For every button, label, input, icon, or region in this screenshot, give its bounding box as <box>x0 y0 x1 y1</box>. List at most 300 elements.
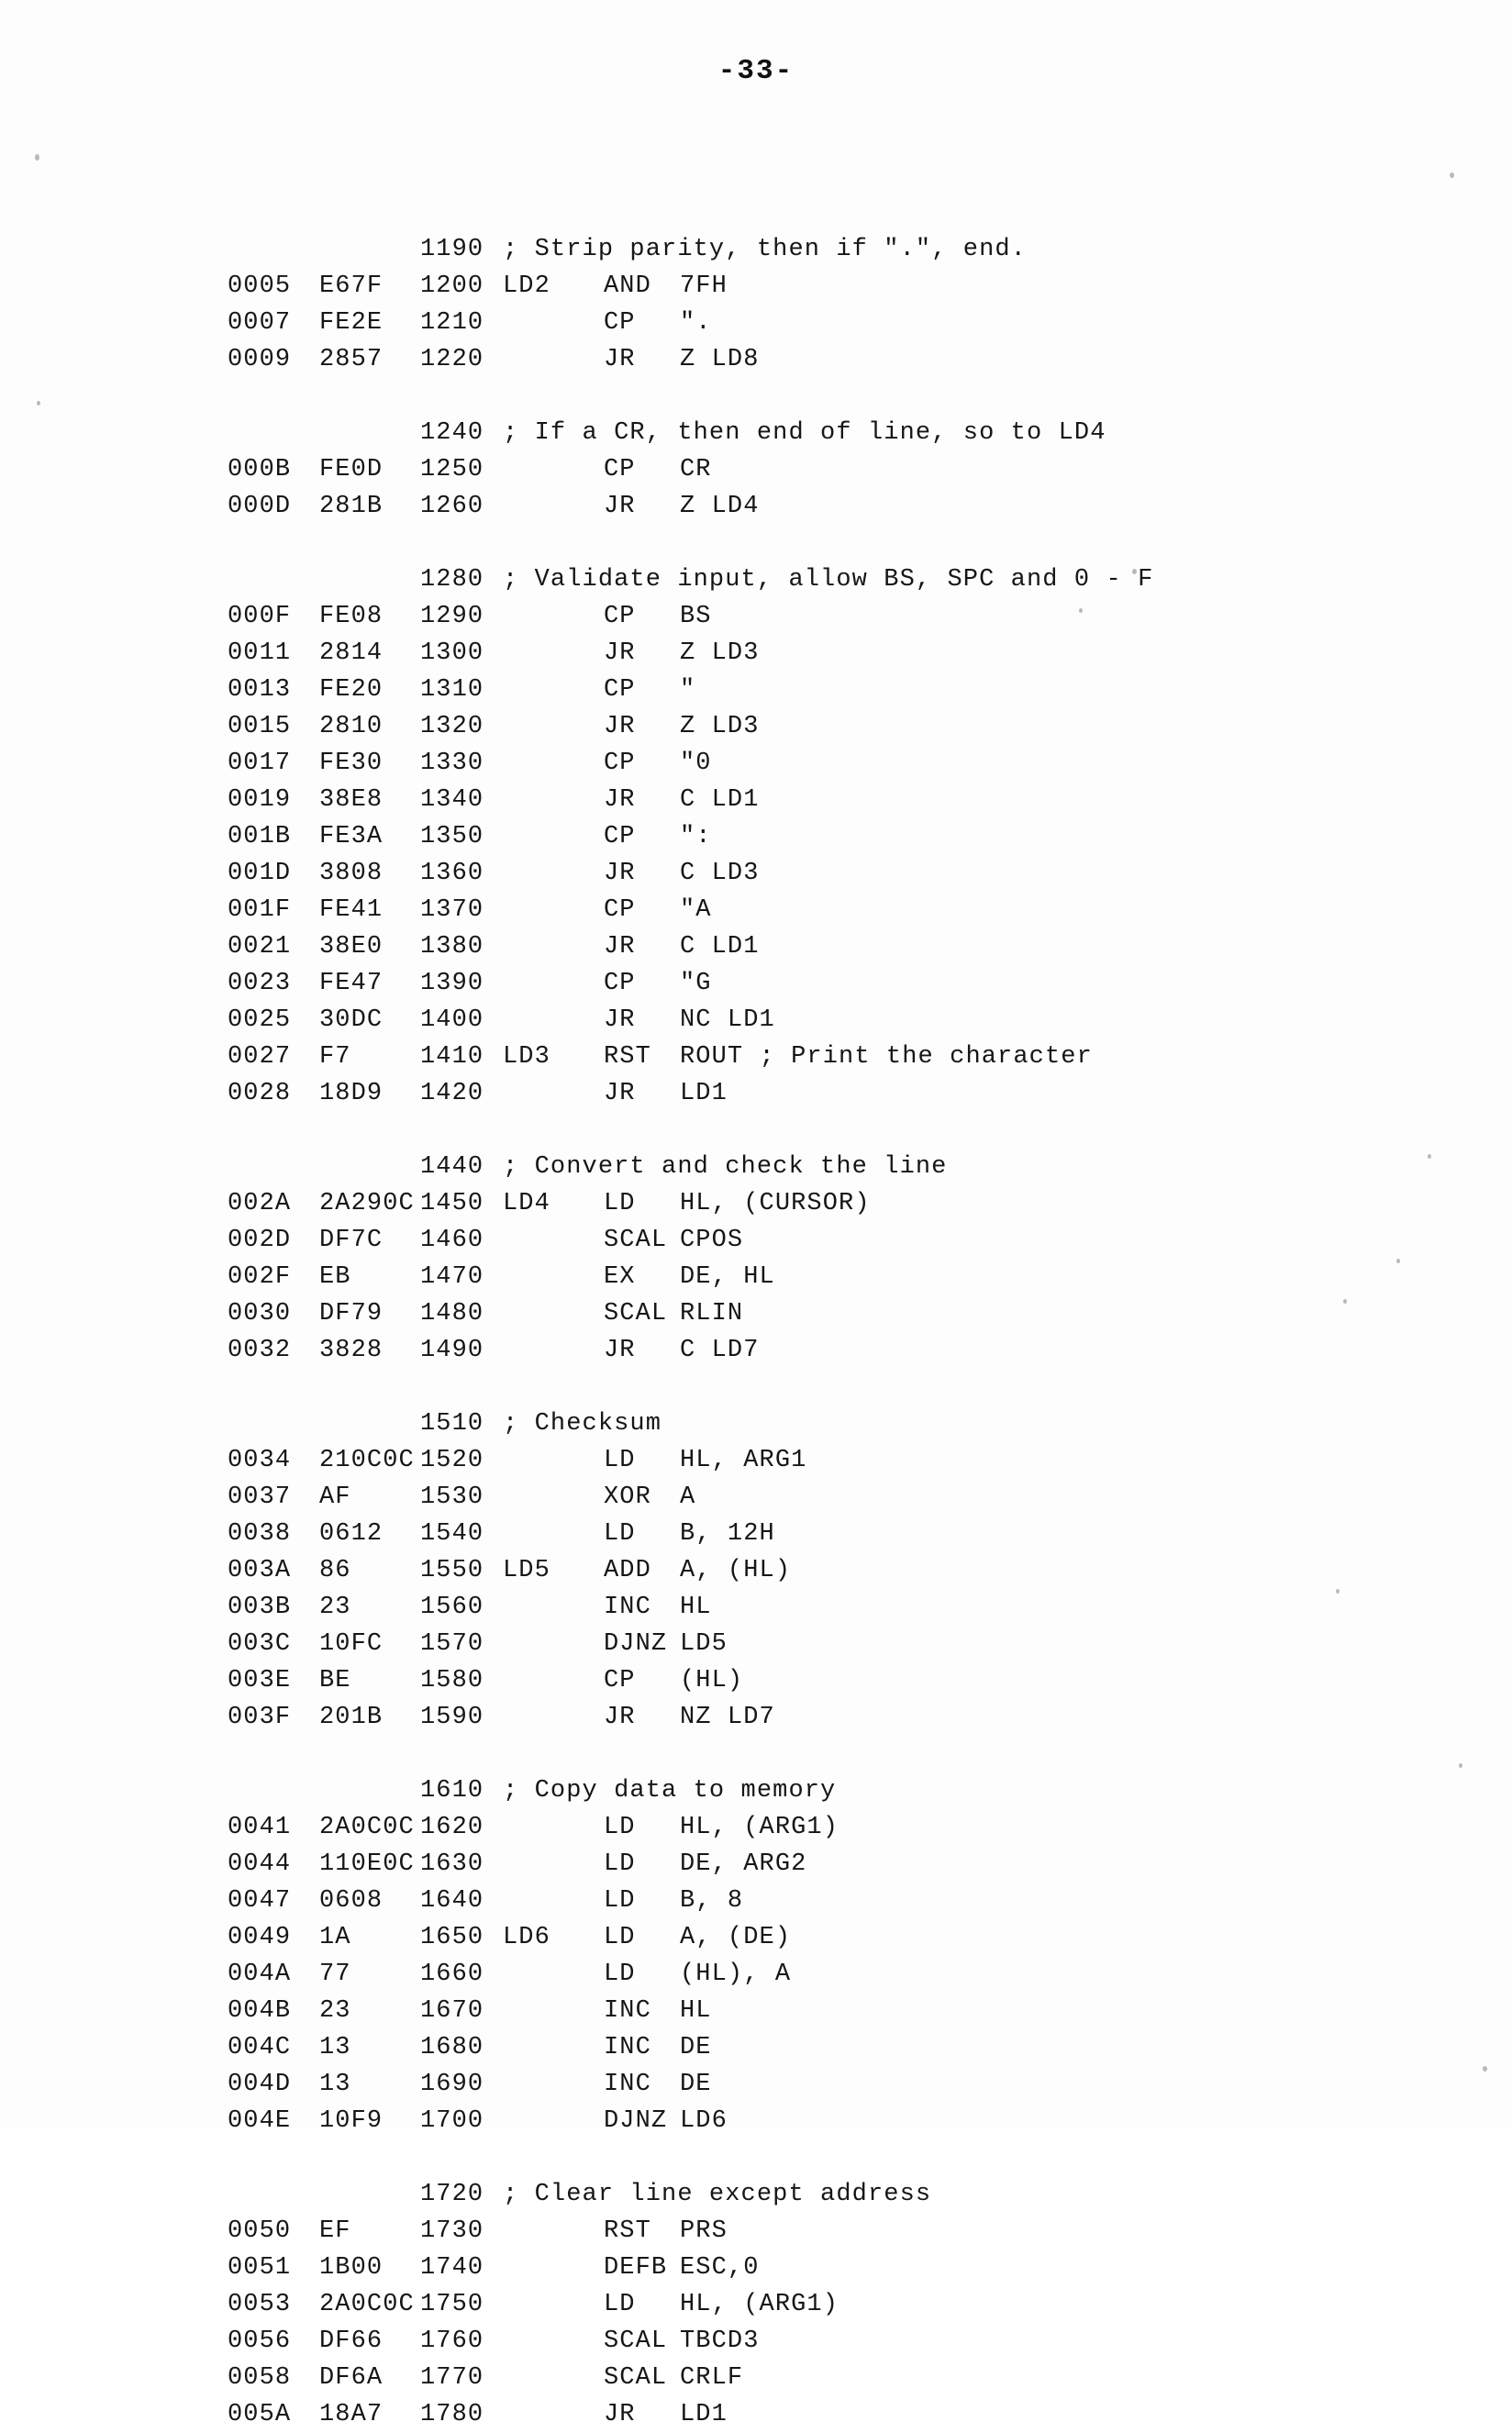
listing-row <box>228 341 1411 378</box>
listing-cell-obj: FE30 <box>319 750 384 777</box>
listing-cell-oper: LD5 <box>680 1630 728 1658</box>
listing-cell-lineno: 1250 <box>420 456 484 483</box>
listing-cell-mnem: JR <box>604 639 636 667</box>
listing-cell-oper: "G <box>680 970 712 997</box>
listing-cell-mnem: LD <box>604 1887 636 1915</box>
scan-speckle <box>35 154 39 161</box>
listing-row <box>228 635 1411 672</box>
listing-cell-comment: ; Strip parity, then if ".", end. <box>503 236 1027 263</box>
listing-cell-oper: Z LD3 <box>680 713 760 740</box>
listing-cell-lineno: 1740 <box>420 2254 484 2282</box>
listing-cell-label: LD5 <box>503 1557 550 1584</box>
listing-cell-oper: LD1 <box>680 2401 728 2428</box>
listing-cell-addr: 0028 <box>228 1080 292 1107</box>
listing-cell-lineno: 1300 <box>420 639 484 667</box>
listing-cell-oper: "0 <box>680 750 712 777</box>
listing-cell-addr: 0032 <box>228 1337 292 1364</box>
listing-cell-obj: FE20 <box>319 676 384 704</box>
listing-blank-row <box>228 1369 1411 1405</box>
listing-cell-mnem: CP <box>604 603 636 630</box>
listing-cell-mnem: DJNZ <box>604 2107 668 2135</box>
listing-row <box>228 1552 1411 1589</box>
listing-row <box>228 1662 1411 1699</box>
listing-cell-addr: 0013 <box>228 676 292 704</box>
listing-cell-lineno: 1760 <box>420 2327 484 2355</box>
listing-cell-lineno: 1360 <box>420 860 484 887</box>
listing-cell-obj: FE0D <box>319 456 384 483</box>
listing-cell-oper: HL, ARG1 <box>680 1447 807 1474</box>
listing-cell-obj: 281B <box>319 493 384 520</box>
listing-cell-lineno: 1260 <box>420 493 484 520</box>
listing-cell-comment: ; If a CR, then end of line, so to LD4 <box>503 419 1106 447</box>
listing-cell-lineno: 1490 <box>420 1337 484 1364</box>
listing-cell-lineno: 1770 <box>420 2364 484 2392</box>
listing-cell-oper: C LD7 <box>680 1337 760 1364</box>
listing-cell-obj: 110E0C <box>319 1850 415 1878</box>
listing-cell-mnem: XOR <box>604 1483 651 1511</box>
listing-cell-addr: 0025 <box>228 1006 292 1034</box>
listing-cell-addr: 0044 <box>228 1850 292 1878</box>
listing-cell-oper: Z LD4 <box>680 493 760 520</box>
listing-cell-oper: PRS <box>680 2217 728 2245</box>
listing-cell-oper: C LD1 <box>680 786 760 814</box>
listing-cell-mnem: JR <box>604 346 636 373</box>
listing-cell-lineno: 1220 <box>420 346 484 373</box>
listing-cell-addr: 003B <box>228 1594 292 1621</box>
listing-cell-lineno: 1480 <box>420 1300 484 1328</box>
listing-cell-lineno: 1650 <box>420 1924 484 1951</box>
listing-cell-lineno: 1240 <box>420 419 484 447</box>
listing-cell-obj: 3828 <box>319 1337 384 1364</box>
listing-cell-mnem: EX <box>604 1263 636 1291</box>
listing-cell-obj: DF79 <box>319 1300 384 1328</box>
listing-cell-obj: 10F9 <box>319 2107 384 2135</box>
listing-cell-oper: CPOS <box>680 1227 744 1254</box>
listing-cell-oper: NZ LD7 <box>680 1704 775 1731</box>
listing-cell-addr: 000F <box>228 603 292 630</box>
listing-cell-obj: 1A <box>319 1924 351 1951</box>
listing-cell-comment: ; Validate input, allow BS, SPC and 0 - F <box>503 566 1154 594</box>
listing-cell-oper: "A <box>680 896 712 924</box>
listing-cell-lineno: 1680 <box>420 2034 484 2061</box>
listing-cell-lineno: 1370 <box>420 896 484 924</box>
listing-cell-lineno: 1540 <box>420 1520 484 1548</box>
listing-cell-oper: ESC,0 <box>680 2254 760 2282</box>
listing-cell-lineno: 1640 <box>420 1887 484 1915</box>
listing-row <box>228 1075 1411 1112</box>
listing-row <box>228 1149 1411 1185</box>
listing-cell-lineno: 1610 <box>420 1777 484 1805</box>
listing-cell-oper: C LD1 <box>680 933 760 961</box>
scan-speckle <box>1450 172 1454 178</box>
listing-cell-oper: Z LD8 <box>680 346 760 373</box>
listing-cell-lineno: 1510 <box>420 1410 484 1438</box>
listing-cell-obj: FE41 <box>319 896 384 924</box>
listing-cell-label: LD4 <box>503 1190 550 1217</box>
listing-cell-addr: 003F <box>228 1704 292 1731</box>
listing-row <box>228 2066 1411 2103</box>
listing-cell-mnem: CP <box>604 896 636 924</box>
listing-cell-mnem: LD <box>604 1814 636 1841</box>
listing-cell-lineno: 1350 <box>420 823 484 850</box>
listing-cell-oper: C LD3 <box>680 860 760 887</box>
listing-cell-addr: 000B <box>228 456 292 483</box>
listing-cell-obj: 18D9 <box>319 1080 384 1107</box>
listing-blank-row <box>228 1112 1411 1149</box>
listing-row <box>228 1846 1411 1883</box>
listing-cell-addr: 0056 <box>228 2327 292 2355</box>
listing-row <box>228 1259 1411 1295</box>
listing-row <box>228 1332 1411 1369</box>
listing-cell-mnem: SCAL <box>604 2364 668 2392</box>
listing-cell-lineno: 1460 <box>420 1227 484 1254</box>
listing-row <box>228 2250 1411 2286</box>
listing-cell-label: LD3 <box>503 1043 550 1071</box>
listing-row <box>228 1039 1411 1075</box>
listing-row <box>228 1479 1411 1516</box>
listing-cell-lineno: 1470 <box>420 1263 484 1291</box>
listing-row <box>228 2176 1411 2213</box>
listing-cell-mnem: INC <box>604 1594 651 1621</box>
scan-speckle <box>1428 1154 1431 1159</box>
listing-cell-mnem: INC <box>604 1997 651 2025</box>
listing-row <box>228 855 1411 892</box>
listing-cell-addr: 0041 <box>228 1814 292 1841</box>
listing-cell-lineno: 1580 <box>420 1667 484 1694</box>
listing-cell-obj: 38E8 <box>319 786 384 814</box>
listing-cell-mnem: LD <box>604 1520 636 1548</box>
listing-cell-addr: 004D <box>228 2071 292 2098</box>
listing-cell-oper: DE, ARG2 <box>680 1850 807 1878</box>
listing-cell-obj: BE <box>319 1667 351 1694</box>
listing-cell-lineno: 1630 <box>420 1850 484 1878</box>
listing-row <box>228 598 1411 635</box>
listing-row <box>228 2103 1411 2139</box>
listing-blank-row <box>228 525 1411 561</box>
listing-cell-mnem: SCAL <box>604 2327 668 2355</box>
listing-cell-mnem: CP <box>604 823 636 850</box>
listing-row <box>228 892 1411 928</box>
page-number: -33- <box>717 55 795 87</box>
listing-cell-addr: 001B <box>228 823 292 850</box>
listing-row <box>228 708 1411 745</box>
listing-cell-obj: 38E0 <box>319 933 384 961</box>
listing-row <box>228 2360 1411 2396</box>
listing-cell-obj: E67F <box>319 272 384 300</box>
listing-cell-lineno: 1560 <box>420 1594 484 1621</box>
listing-row <box>228 1883 1411 1919</box>
listing-cell-addr: 0050 <box>228 2217 292 2245</box>
listing-cell-addr: 0047 <box>228 1887 292 1915</box>
listing-cell-obj: DF6A <box>319 2364 384 2392</box>
listing-cell-mnem: CP <box>604 1667 636 1694</box>
listing-cell-mnem: RST <box>604 2217 651 2245</box>
listing-cell-lineno: 1780 <box>420 2401 484 2428</box>
listing-cell-mnem: LD <box>604 2291 636 2318</box>
listing-cell-oper: B, 12H <box>680 1520 775 1548</box>
listing-cell-oper: Z LD3 <box>680 639 760 667</box>
listing-cell-mnem: LD <box>604 1961 636 1988</box>
listing-cell-comment: ; Clear line except address <box>503 2181 932 2208</box>
listing-cell-addr: 004E <box>228 2107 292 2135</box>
listing-row <box>228 451 1411 488</box>
listing-row <box>228 818 1411 855</box>
listing-cell-mnem: LD <box>604 1190 636 1217</box>
listing-cell-obj: 2A290C <box>319 1190 415 1217</box>
listing-cell-lineno: 1450 <box>420 1190 484 1217</box>
listing-row <box>228 1699 1411 1736</box>
listing-cell-lineno: 1310 <box>420 676 484 704</box>
listing-cell-oper: NC LD1 <box>680 1006 775 1034</box>
listing-cell-mnem: LD <box>604 1924 636 1951</box>
listing-cell-obj: 30DC <box>319 1006 384 1034</box>
listing-cell-oper: (HL), A <box>680 1961 792 1988</box>
listing-row <box>228 1809 1411 1846</box>
listing-cell-comment: ; Copy data to memory <box>503 1777 837 1805</box>
listing-cell-mnem: SCAL <box>604 1300 668 1328</box>
listing-blank-row <box>228 1736 1411 1772</box>
listing-cell-lineno: 1670 <box>420 1997 484 2025</box>
listing-cell-mnem: JR <box>604 1006 636 1034</box>
listing-cell-addr: 005A <box>228 2401 292 2428</box>
listing-cell-oper: A <box>680 1483 696 1511</box>
listing-cell-oper: 7FH <box>680 272 728 300</box>
listing-cell-mnem: JR <box>604 786 636 814</box>
listing-cell-lineno: 1280 <box>420 566 484 594</box>
listing-row <box>228 2029 1411 2066</box>
listing-cell-addr: 0027 <box>228 1043 292 1071</box>
listing-row <box>228 928 1411 965</box>
listing-cell-oper: A, (DE) <box>680 1924 792 1951</box>
listing-cell-mnem: CP <box>604 676 636 704</box>
listing-row <box>228 1222 1411 1259</box>
listing-cell-mnem: JR <box>604 493 636 520</box>
listing-row <box>228 2213 1411 2250</box>
scan-speckle <box>37 401 40 406</box>
listing-cell-oper: B, 8 <box>680 1887 744 1915</box>
listing-cell-label: LD2 <box>503 272 550 300</box>
listing-row <box>228 745 1411 782</box>
listing-row <box>228 305 1411 341</box>
listing-cell-oper: A, (HL) <box>680 1557 792 1584</box>
listing-cell-lineno: 1190 <box>420 236 484 263</box>
listing-row <box>228 231 1411 268</box>
listing-cell-mnem: LD <box>604 1850 636 1878</box>
listing-cell-lineno: 1410 <box>420 1043 484 1071</box>
listing-row <box>228 2396 1411 2433</box>
listing-cell-oper: HL <box>680 1997 712 2025</box>
listing-cell-addr: 0023 <box>228 970 292 997</box>
listing-cell-addr: 0007 <box>228 309 292 337</box>
listing-cell-obj: 18A7 <box>319 2401 384 2428</box>
listing-cell-oper: BS <box>680 603 712 630</box>
listing-row <box>228 1442 1411 1479</box>
listing-cell-oper: DE <box>680 2034 712 2061</box>
listing-cell-addr: 0011 <box>228 639 292 667</box>
listing-cell-addr: 003C <box>228 1630 292 1658</box>
listing-cell-obj: DF66 <box>319 2327 384 2355</box>
listing-cell-oper: HL, (CURSOR) <box>680 1190 871 1217</box>
listing-cell-lineno: 1570 <box>420 1630 484 1658</box>
listing-cell-oper: HL, (ARG1) <box>680 2291 839 2318</box>
listing-cell-mnem: JR <box>604 860 636 887</box>
listing-row <box>228 488 1411 525</box>
listing-cell-addr: 0038 <box>228 1520 292 1548</box>
listing-row <box>228 782 1411 818</box>
listing-cell-oper: CRLF <box>680 2364 744 2392</box>
listing-cell-addr: 0015 <box>228 713 292 740</box>
listing-cell-obj: 210C0C <box>319 1447 415 1474</box>
listing-cell-oper: HL <box>680 1594 712 1621</box>
listing-cell-mnem: RST <box>604 1043 651 1071</box>
listing-cell-oper: DE <box>680 2071 712 2098</box>
listing-cell-lineno: 1620 <box>420 1814 484 1841</box>
listing-cell-mnem: AND <box>604 272 651 300</box>
listing-cell-lineno: 1330 <box>420 750 484 777</box>
listing-cell-lineno: 1400 <box>420 1006 484 1034</box>
listing-cell-obj: FE3A <box>319 823 384 850</box>
listing-cell-mnem: CP <box>604 750 636 777</box>
listing-cell-mnem: INC <box>604 2071 651 2098</box>
scan-speckle <box>1483 2066 1487 2072</box>
listing-cell-obj: 0608 <box>319 1887 384 1915</box>
listing-cell-addr: 0058 <box>228 2364 292 2392</box>
listing-cell-addr: 003E <box>228 1667 292 1694</box>
listing-cell-lineno: 1530 <box>420 1483 484 1511</box>
listing-cell-obj: 2814 <box>319 639 384 667</box>
listing-cell-mnem: JR <box>604 1080 636 1107</box>
listing-row <box>228 1295 1411 1332</box>
listing-cell-obj: AF <box>319 1483 351 1511</box>
listing-cell-obj: 3808 <box>319 860 384 887</box>
listing-cell-obj: 10FC <box>319 1630 384 1658</box>
listing-cell-lineno: 1440 <box>420 1153 484 1181</box>
listing-row <box>228 415 1411 451</box>
listing-cell-mnem: INC <box>604 2034 651 2061</box>
listing-cell-oper: RLIN <box>680 1300 744 1328</box>
listing-cell-label: LD6 <box>503 1924 550 1951</box>
listing-cell-obj: 86 <box>319 1557 351 1584</box>
listing-cell-obj: F7 <box>319 1043 351 1071</box>
listing-cell-obj: 13 <box>319 2034 351 2061</box>
listing-row <box>228 1919 1411 1956</box>
listing-cell-comment: ; Checksum <box>503 1410 662 1438</box>
listing-cell-addr: 0019 <box>228 786 292 814</box>
listing-cell-obj: FE2E <box>319 309 384 337</box>
listing-cell-oper: " <box>680 676 696 704</box>
listing-cell-oper: (HL) <box>680 1667 744 1694</box>
listing-cell-obj: 77 <box>319 1961 351 1988</box>
listing-cell-lineno: 1660 <box>420 1961 484 1988</box>
listing-cell-lineno: 1520 <box>420 1447 484 1474</box>
listing-row <box>228 2286 1411 2323</box>
listing-cell-obj: 201B <box>319 1704 384 1731</box>
listing-blank-row <box>228 378 1411 415</box>
assembly-listing <box>228 231 1411 2433</box>
listing-cell-lineno: 1550 <box>420 1557 484 1584</box>
listing-cell-oper: TBCD3 <box>680 2327 760 2355</box>
listing-cell-addr: 0030 <box>228 1300 292 1328</box>
listing-cell-addr: 004C <box>228 2034 292 2061</box>
listing-cell-addr: 0021 <box>228 933 292 961</box>
listing-cell-obj: DF7C <box>319 1227 384 1254</box>
listing-blank-row <box>228 2139 1411 2176</box>
listing-cell-addr: 002D <box>228 1227 292 1254</box>
listing-cell-lineno: 1590 <box>420 1704 484 1731</box>
listing-cell-addr: 003A <box>228 1557 292 1584</box>
listing-cell-lineno: 1390 <box>420 970 484 997</box>
scan-speckle <box>1459 1763 1462 1768</box>
listing-row <box>228 1516 1411 1552</box>
listing-cell-mnem: ADD <box>604 1557 651 1584</box>
listing-cell-addr: 0005 <box>228 272 292 300</box>
listing-cell-lineno: 1200 <box>420 272 484 300</box>
listing-cell-lineno: 1700 <box>420 2107 484 2135</box>
listing-cell-obj: 23 <box>319 1594 351 1621</box>
listing-cell-oper: LD1 <box>680 1080 728 1107</box>
listing-cell-oper: ": <box>680 823 712 850</box>
listing-cell-addr: 002A <box>228 1190 292 1217</box>
listing-row <box>228 2323 1411 2360</box>
listing-cell-addr: 000D <box>228 493 292 520</box>
listing-cell-mnem: CP <box>604 309 636 337</box>
listing-cell-lineno: 1290 <box>420 603 484 630</box>
listing-cell-obj: 0612 <box>319 1520 384 1548</box>
listing-cell-obj: 2A0C0C <box>319 2291 415 2318</box>
listing-cell-addr: 002F <box>228 1263 292 1291</box>
listing-cell-lineno: 1420 <box>420 1080 484 1107</box>
listing-cell-lineno: 1340 <box>420 786 484 814</box>
listing-cell-lineno: 1380 <box>420 933 484 961</box>
listing-row <box>228 672 1411 708</box>
listing-cell-addr: 004B <box>228 1997 292 2025</box>
listing-row <box>228 1772 1411 1809</box>
listing-row <box>228 1405 1411 1442</box>
listing-cell-addr: 0051 <box>228 2254 292 2282</box>
listing-cell-obj: 23 <box>319 1997 351 2025</box>
listing-cell-obj: 2A0C0C <box>319 1814 415 1841</box>
listing-row <box>228 1626 1411 1662</box>
listing-cell-obj: FE08 <box>319 603 384 630</box>
listing-cell-mnem: JR <box>604 1337 636 1364</box>
listing-cell-addr: 0034 <box>228 1447 292 1474</box>
listing-row <box>228 1002 1411 1039</box>
listing-cell-addr: 0053 <box>228 2291 292 2318</box>
listing-cell-mnem: DJNZ <box>604 1630 668 1658</box>
listing-cell-obj: 2810 <box>319 713 384 740</box>
listing-cell-obj: 2857 <box>319 346 384 373</box>
listing-cell-lineno: 1320 <box>420 713 484 740</box>
listing-cell-mnem: JR <box>604 713 636 740</box>
listing-cell-mnem: LD <box>604 1447 636 1474</box>
listing-cell-mnem: JR <box>604 933 636 961</box>
listing-cell-mnem: JR <box>604 1704 636 1731</box>
listing-row <box>228 561 1411 598</box>
listing-row <box>228 1185 1411 1222</box>
listing-cell-lineno: 1750 <box>420 2291 484 2318</box>
listing-cell-oper: HL, (ARG1) <box>680 1814 839 1841</box>
listing-cell-addr: 0017 <box>228 750 292 777</box>
listing-cell-addr: 001D <box>228 860 292 887</box>
listing-cell-oper: CR <box>680 456 712 483</box>
listing-cell-oper: DE, HL <box>680 1263 775 1291</box>
listing-cell-addr: 0049 <box>228 1924 292 1951</box>
listing-cell-oper: LD6 <box>680 2107 728 2135</box>
listing-row <box>228 268 1411 305</box>
listing-cell-comment: ; Convert and check the line <box>503 1153 948 1181</box>
listing-cell-addr: 0009 <box>228 346 292 373</box>
listing-row <box>228 965 1411 1002</box>
